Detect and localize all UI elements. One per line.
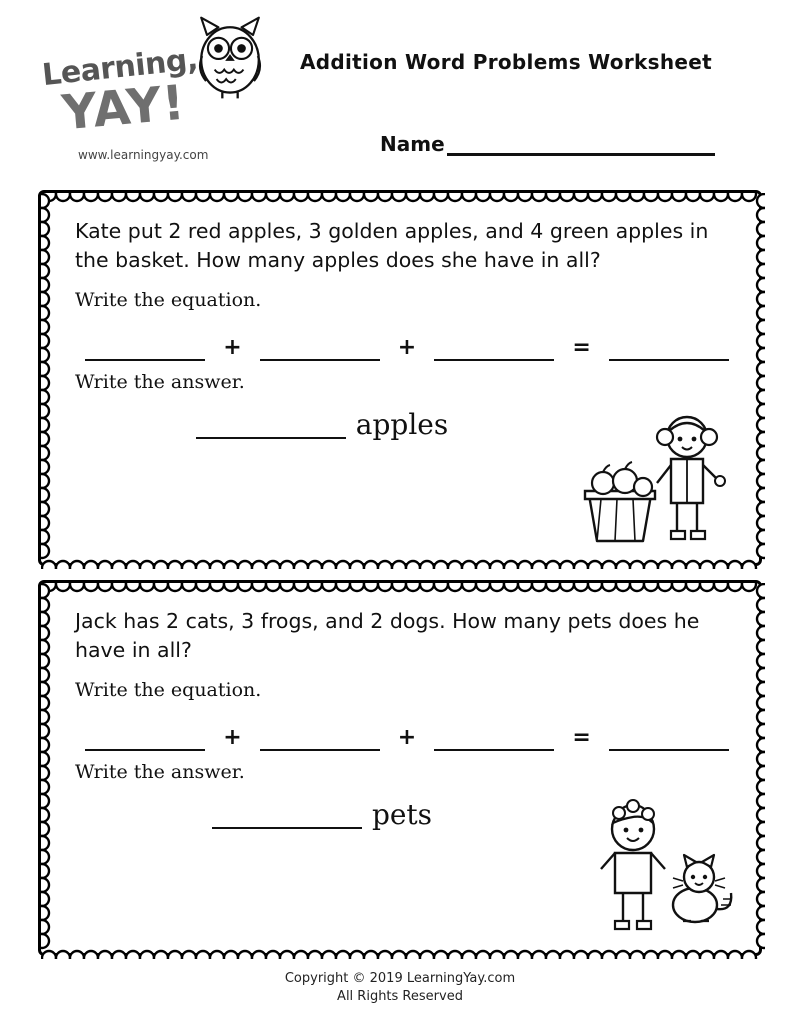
problem-1-addend-2-blank[interactable] (260, 343, 380, 361)
problem-1-addend-3-blank[interactable] (434, 343, 554, 361)
name-label: Name (380, 132, 445, 156)
problem-2-operator-1: + (223, 725, 242, 751)
problem-2-answer-unit: pets (371, 798, 433, 832)
name-field-row (380, 132, 715, 156)
problem-2-addend-2-blank[interactable] (260, 733, 380, 751)
logo-text-learning: Learning, (40, 41, 200, 94)
problem-1-operator-3: = (572, 335, 591, 361)
problem-1-equation-instruction: Write the equation. (75, 289, 262, 312)
problem-1-operator-1: + (223, 335, 242, 361)
girl-with-apple-basket-icon (571, 407, 741, 557)
problem-1-answer-unit: apples (355, 408, 449, 442)
page-footer (0, 970, 800, 1005)
problem-1-equation-row (75, 337, 729, 361)
name-input-line[interactable] (447, 139, 715, 156)
owl-icon (182, 10, 278, 106)
boy-with-cat-icon (571, 797, 741, 947)
logo-text-yay: YAY! (59, 74, 188, 142)
problem-2-operator-3: = (572, 725, 591, 751)
problem-card-2 (38, 580, 762, 956)
problem-1-prompt: Kate put 2 red apples, 3 golden apples, and 4 green apples in the basket. How many apples does she have in all? (75, 219, 709, 273)
page-title: Addition Word Problems Worksheet (300, 50, 712, 74)
problem-2-answer-blank[interactable] (212, 809, 362, 829)
problem-1-answer-blank[interactable] (196, 419, 346, 439)
problem-card-1 (38, 190, 762, 566)
problem-2-addend-3-blank[interactable] (434, 733, 554, 751)
problem-2-addend-1-blank[interactable] (85, 733, 205, 751)
problem-2-operator-2: + (397, 725, 417, 751)
footer-copyright: Copyright © 2019 LearningYay.com (284, 971, 516, 986)
logo-url-text: www.learningyay.com (78, 148, 209, 162)
problem-2-equation-row (75, 727, 729, 751)
problem-2-sum-blank[interactable] (609, 733, 729, 751)
problem-1-answer-instruction: Write the answer. (75, 371, 245, 394)
problem-1-sum-blank[interactable] (609, 343, 729, 361)
problem-2-answer-instruction: Write the answer. (75, 761, 245, 784)
problem-2-equation-instruction: Write the equation. (75, 679, 262, 702)
worksheet-header (0, 0, 800, 180)
problem-1-operator-2: + (397, 335, 417, 361)
problem-1-addend-1-blank[interactable] (85, 343, 205, 361)
problem-2-prompt: Jack has 2 cats, 3 frogs, and 2 dogs. How many pets does he have in all? (75, 609, 700, 663)
footer-rights: All Rights Reserved (337, 988, 463, 1004)
site-logo (30, 8, 270, 173)
